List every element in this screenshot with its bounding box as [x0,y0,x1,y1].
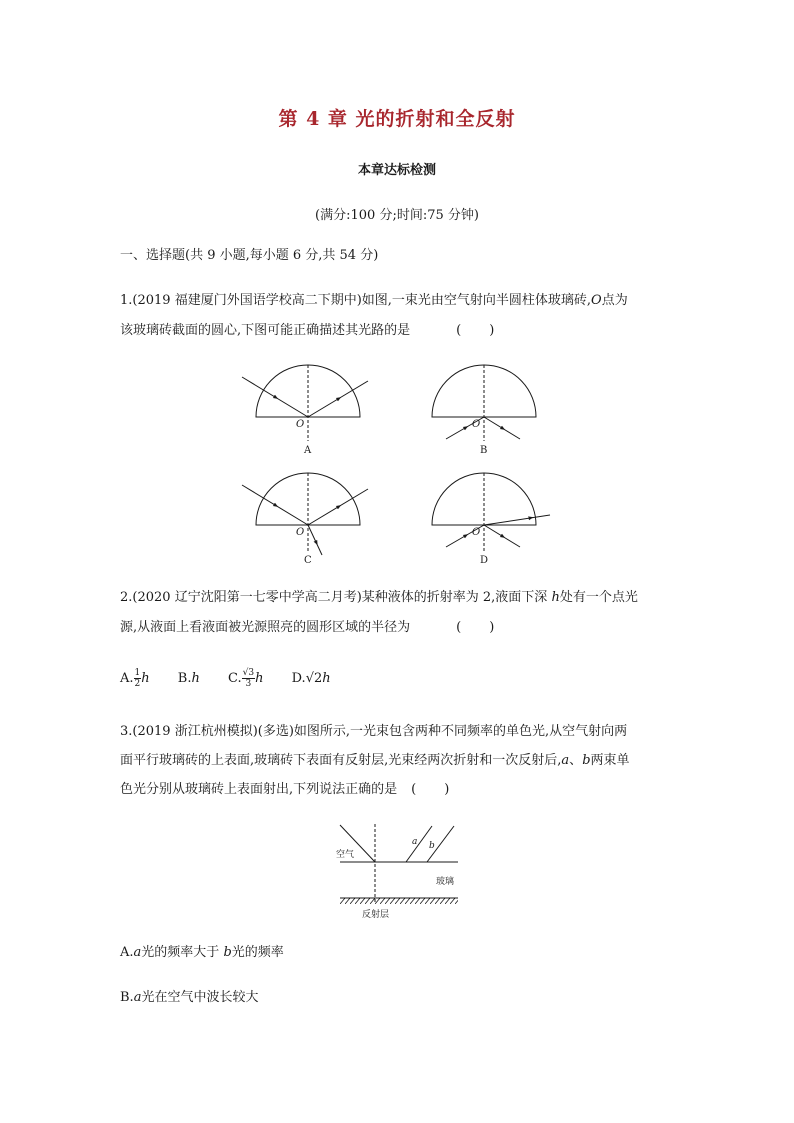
diagram-c [242,473,368,555]
q2-option-c: C. $\frac{√3}{3}$ h [227,668,264,689]
center-label-b: O [472,419,481,430]
diagram-label-d: D [480,555,489,566]
diagram-a [242,365,368,441]
ray-a-label: a [412,837,418,847]
q2-options [120,668,680,689]
q2-line2: 源,从液面上看液面被光源照亮的圆形区域的半径为 ( ) [120,620,495,635]
answer-bracket-open: ( [456,620,462,635]
glass-label: 玻璃 [436,877,455,887]
page-title: 第 4 章 光的折射和全反射 [278,108,516,130]
diagram-d [432,473,550,551]
q3-option-b: B.a光在空气中波长较大 [120,990,259,1005]
ray-b-label: b [429,841,435,851]
answer-bracket-close: ) [444,782,450,797]
answer-bracket-close: ) [489,620,495,635]
diagram-b [432,365,536,441]
page-subtitle: 本章达标检测 [357,163,436,178]
q3-line1: 3.(2019 浙江杭州模拟)(多选)如图所示,一光束包含两种不同频率的单色光,从空气射向两 [120,724,628,739]
section-heading: 一、选择题(共 9 小题,每小题 6 分,共 54 分) [120,248,379,263]
air-label: 空气 [336,850,355,860]
answer-bracket-open: ( [456,323,462,338]
answer-bracket-close: ) [489,323,495,338]
diagram-label-a: A [304,445,312,456]
q2-line1: 2.(2020 辽宁沈阳第一七零中学高二月考)某种液体的折射率为 2,液面下深 h处有一个点光 [120,590,638,605]
q1-line2: 该玻璃砖截面的圆心,下图可能正确描述其光路的是 ( ) [120,323,495,338]
q3-option-a: A.a光的频率大于 b光的频率 [120,945,284,960]
diagram-label-c: C [304,555,312,566]
exam-meta: (满分:100 分;时间:75 分钟) [315,208,479,223]
q2-option-d: D.√2h [291,671,331,686]
q1-line1: 1.(2019 福建厦门外国语学校高二下期中)如图,一束光由空气射向半圆柱体玻璃砖,O点为 [120,293,628,308]
q2-option-b: B.h [177,671,200,686]
q2-option-a: A. $\frac{1}{2}$ h [120,668,150,689]
diagram-label-b: B [480,445,488,456]
center-label-a: O [296,419,305,430]
reflective-layer-label: 反射层 [362,910,390,920]
q3-diagram [330,820,470,925]
q3-line2: 面平行玻璃砖的上表面,玻璃砖下表面有反射层,光束经两次折射和一次反射后,a、b两束单 [120,753,630,768]
center-label-c: O [296,527,305,538]
center-label-d: O [472,527,481,538]
q1-diagrams [230,355,560,575]
q3-line3: 色光分别从玻璃砖上表面射出,下列说法正确的是 ( ) [120,782,450,797]
answer-bracket-open: ( [411,782,417,797]
